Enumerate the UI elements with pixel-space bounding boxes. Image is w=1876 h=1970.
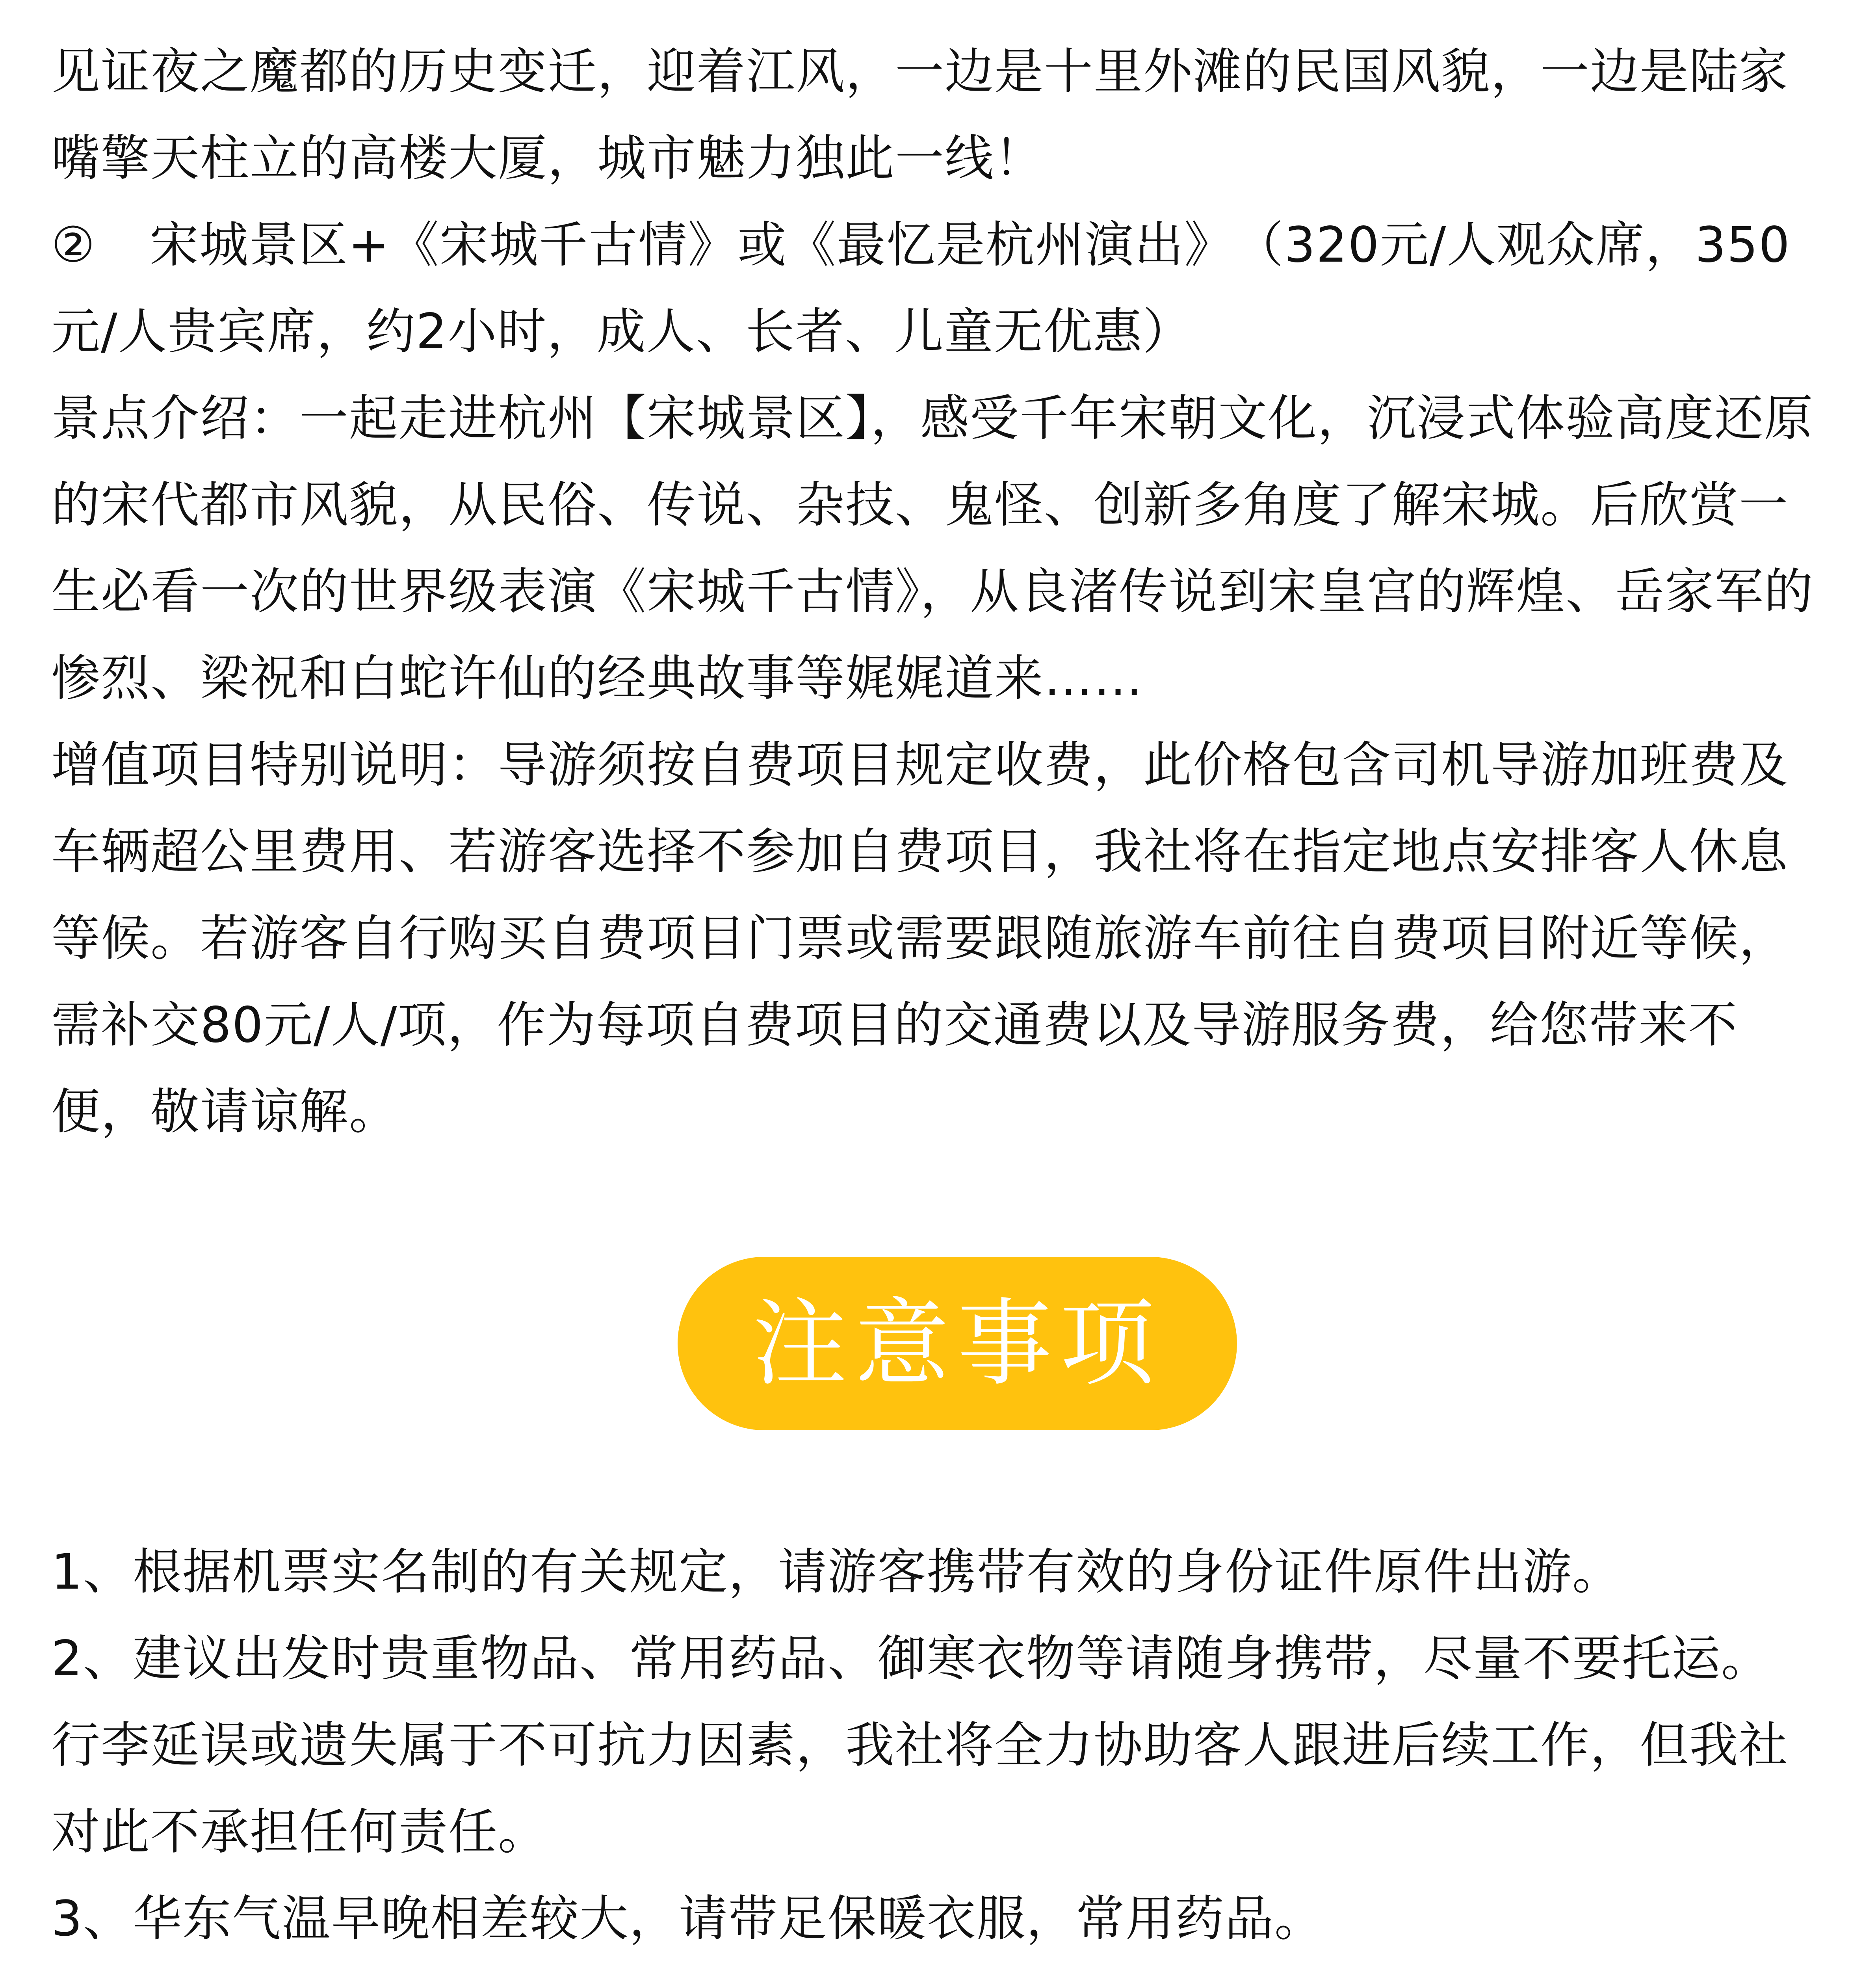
songcheng-attraction-intro: 景点介绍：一起走进杭州【宋城景区】，感受千年宋朝文化，沉浸式体验高度还原的宋代都市风貌，从民俗、传说、杂技、鬼怪、创新多角度了解宋城。后欣赏一生必看一次的世界级表演《宋城千古情》，从良渚传说到宋皇宫的辉煌、岳家军的惨烈、梁祝和白蛇许仙的经典故事等娓娓道来…… — [51, 390, 1814, 707]
notice-heading-badge — [678, 1257, 1237, 1430]
notice-heading: 注意事项 — [752, 1288, 1162, 1399]
notice-item: 1、根据机票实名制的有关规定，请游客携带有效的身份证件原件出游。 — [51, 1544, 1622, 1600]
optional-activities-section — [51, 28, 1816, 1155]
item-number-circle-2: ② — [51, 217, 96, 273]
notice-item — [51, 1962, 1816, 1970]
notice-item: 3、华东气温早晚相差较大，请带足保暖衣服，常用药品。 — [51, 1890, 1324, 1947]
notice-item: 2、建议出发时贵重物品、常用药品、御寒衣物等请随身携带，尽量不要托运。行李延误或遗失属于不可抗力因素，我社将全力协助客人跟进后续工作，但我社对此不承担任何责任。 — [51, 1630, 1789, 1860]
addon-special-note: 增值项目特别说明：导游须按自费项目规定收费，此价格包含司机导游加班费及车辆超公里费用、若游客选择不参加自费项目，我社将在指定地点安排客人休息等候。若游客自行购买自费项目门票或需要跟随旅游车前往自费项目附近等候，需补交80元/人/项，作为每项自费项目的交通费以及导游服务费，给您带来不便，敬请谅解。 — [51, 737, 1789, 1140]
notice-list — [51, 1529, 1816, 1970]
songcheng-item-title — [51, 202, 1816, 375]
songcheng-item-title-text: 宋城景区+《宋城千古情》或《最忆是杭州演出》 （320元/人观众席，350元/人贵宾席，约2小时，成人、长者、儿童无优惠） — [51, 217, 1791, 360]
bund-night-tour-description: 见证夜之魔都的历史变迁，迎着江风，一边是十里外滩的民国风貌，一边是陆家嘴擎天柱立的高楼大厦，城市魅力独此一线！ — [51, 43, 1789, 187]
